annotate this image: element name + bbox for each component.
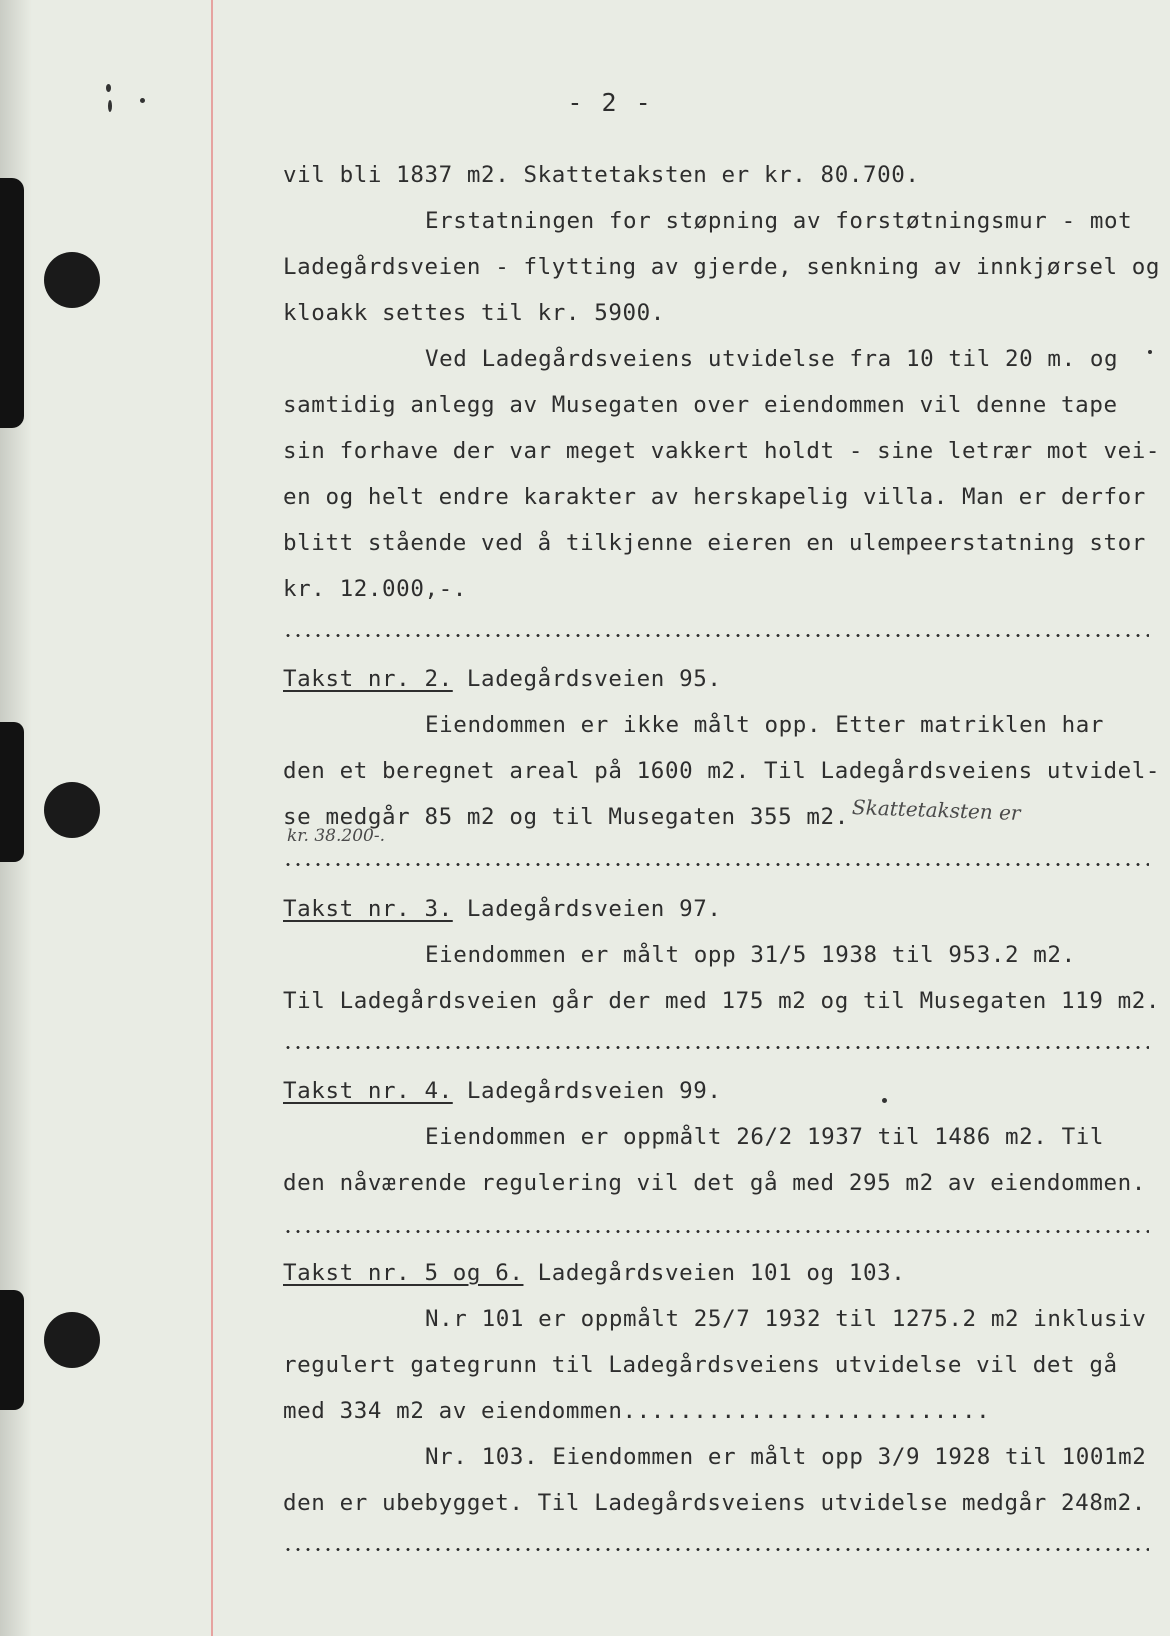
speck (140, 98, 145, 103)
text-line: den nåværende regulering vil det gå med 295 m2 av eiendommen. (283, 1170, 1146, 1196)
text-line: med 334 m2 av eiendommen.......................... (283, 1398, 991, 1424)
red-margin-line (211, 0, 213, 1636)
text-line: Eiendommen er målt opp 31/5 1938 til 953.2 m2. (425, 942, 1076, 968)
text-line: Ladegårdsveien - flytting av gjerde, senkning av innkjørsel og (283, 254, 1161, 280)
dotted-separator (283, 1230, 1149, 1233)
takst-address: Ladegårdsveien 97. (452, 896, 722, 922)
dotted-separator (283, 1046, 1149, 1049)
dotted-separator (283, 1548, 1149, 1551)
page-number: - 2 - (567, 88, 653, 117)
speck (1148, 350, 1152, 354)
punch-hole (44, 1312, 100, 1368)
section-heading-takst-5-6 (283, 1258, 905, 1288)
text-line: Ved Ladegårdsveiens utvidelse fra 10 til 20 m. og (425, 346, 1119, 372)
text-line: regulert gategrunn til Ladegårdsveiens utvidelse vil det gå (283, 1352, 1118, 1378)
section-heading-takst-3 (283, 894, 722, 924)
takst-number: Takst nr. 5 og 6. (283, 1260, 524, 1286)
text-line: vil bli 1837 m2. Skattetaksten er kr. 80.700. (283, 162, 920, 188)
text-line: Erstatningen for støpning av forstøtningsmur - mot (425, 208, 1133, 234)
text-line: Eiendommen er ikke målt opp. Etter matriklen har (425, 712, 1105, 738)
dotted-separator (283, 634, 1149, 637)
takst-address: Ladegårdsveien 99. (452, 1078, 722, 1104)
text-line: Eiendommen er oppmålt 26/2 1937 til 1486 m2. Til (425, 1124, 1105, 1150)
text-line: N.r 101 er oppmålt 25/7 1932 til 1275.2 m2 inklusiv (425, 1306, 1147, 1332)
text-line: samtidig anlegg av Musegaten over eiendommen vil denne tape (283, 392, 1118, 418)
handwritten-note: Skattetaksten er (851, 795, 1021, 825)
punch-hole (44, 252, 100, 308)
takst-address: Ladegårdsveien 101 og 103. (523, 1260, 906, 1286)
takst-number: Takst nr. 2. (283, 666, 453, 692)
handwritten-note: kr. 38.200-. (287, 826, 385, 846)
text-line: en og helt endre karakter av herskapelig villa. Man er derfor (283, 484, 1146, 510)
text-line: se medgår 85 m2 og til Musegaten 355 m2. (283, 804, 849, 830)
binding-tear (0, 178, 24, 428)
binding-tear (0, 722, 24, 862)
takst-number: Takst nr. 3. (283, 896, 453, 922)
takst-number: Takst nr. 4. (283, 1078, 453, 1104)
text-line: sin forhave der var meget vakkert holdt - sine letrær mot vei- (283, 438, 1161, 464)
text-line: kloakk settes til kr. 5900. (283, 300, 665, 326)
text-line: blitt stående ved å tilkjenne eieren en ulempeerstatning stor (283, 530, 1146, 556)
takst-address: Ladegårdsveien 95. (452, 666, 722, 692)
text-line: kr. 12.000,-. (283, 576, 467, 602)
punch-hole (44, 782, 100, 838)
text-line: den et beregnet areal på 1600 m2. Til Ladegårdsveiens utvidel- (283, 758, 1161, 784)
section-heading-takst-2 (283, 664, 722, 694)
speck (106, 84, 111, 92)
speck (108, 100, 112, 112)
binding-tear (0, 1290, 24, 1410)
speck (882, 1098, 887, 1103)
section-heading-takst-4 (283, 1076, 722, 1106)
text-line: Nr. 103. Eiendommen er målt opp 3/9 1928 til 1001m2 (425, 1444, 1147, 1470)
text-line: den er ubebygget. Til Ladegårdsveiens utvidelse medgår 248m2. (283, 1490, 1146, 1516)
text-line: Til Ladegårdsveien går der med 175 m2 og til Musegaten 119 m2. (283, 988, 1161, 1014)
dotted-separator (283, 863, 1149, 866)
